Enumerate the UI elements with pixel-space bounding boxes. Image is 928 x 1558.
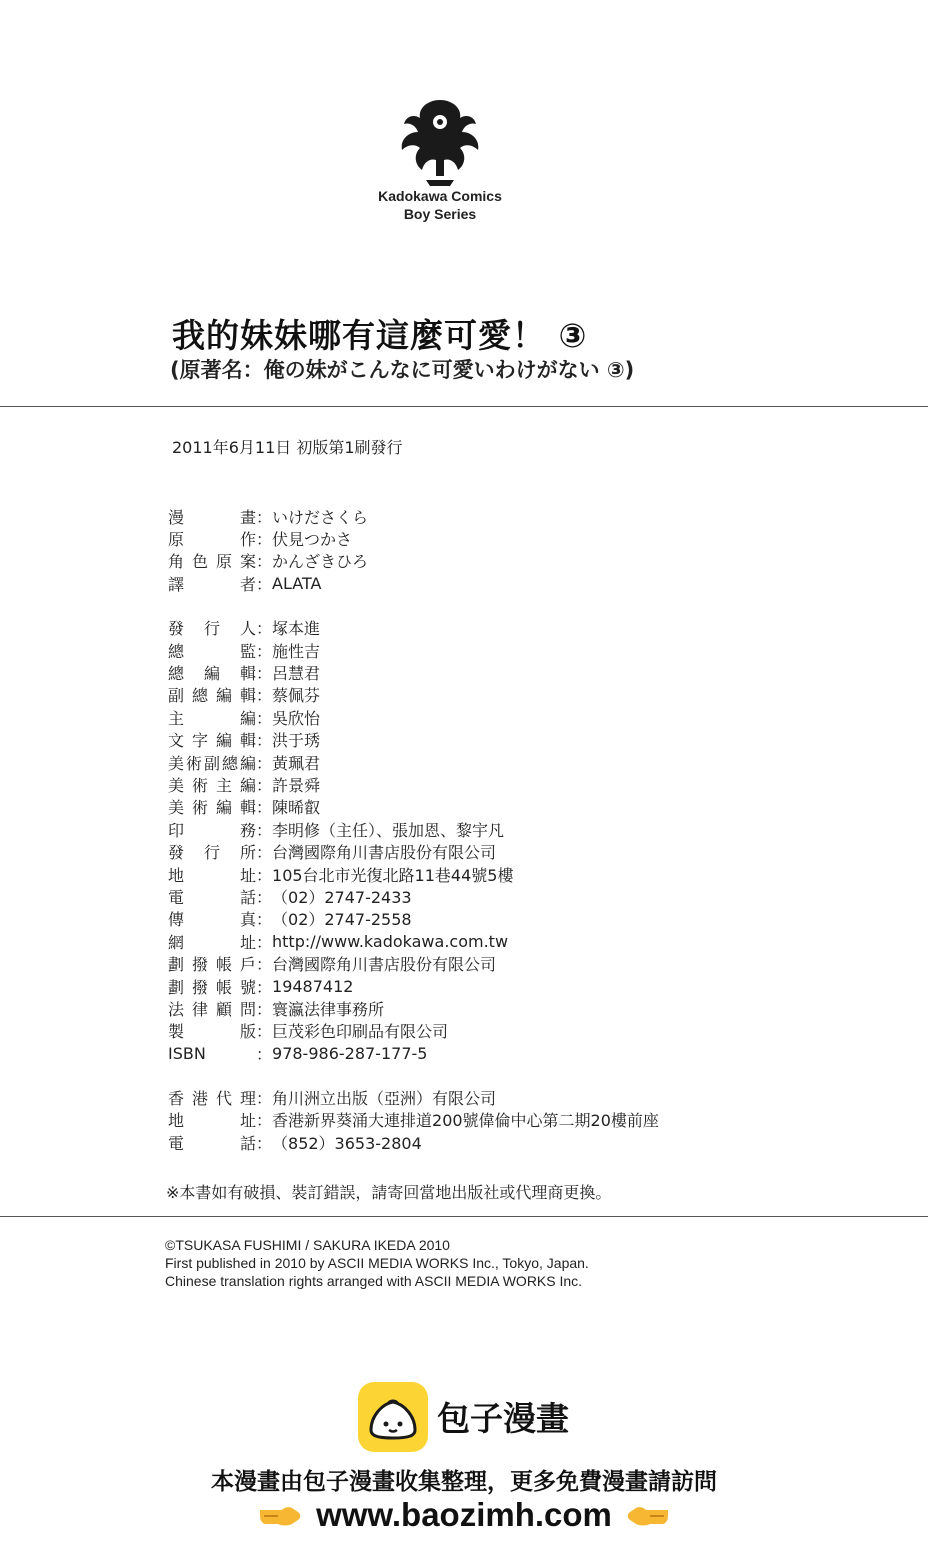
credit-value: （02）2747-2558 [272, 910, 412, 930]
credit-label: 譯者 [168, 574, 256, 594]
phoenix-logo-icon [390, 92, 490, 192]
credit-row: 地址 ： 105台北市光復北路11巷44號5樓 [168, 863, 659, 885]
pointing-left-hand-icon [626, 1500, 670, 1530]
credit-row: 美術編輯 ： 陳晞叡 [168, 796, 659, 818]
credit-row: 電話 ： （02）2747-2433 [168, 885, 659, 907]
divider-bottom [0, 1216, 928, 1217]
credit-row: 網址 ： http://www.kadokawa.com.tw [168, 931, 509, 952]
credit-value: 角川洲立出版（亞洲）有限公司 [272, 1089, 497, 1109]
credit-value: 台灣國際角川書店股份有限公司 [272, 843, 497, 863]
credit-row: 角色原案 ： かんざきひろ [168, 550, 659, 572]
credit-row: 製版 ： 巨茂彩色印刷品有限公司 [168, 1020, 659, 1042]
credit-row: 副總編輯 ： 蔡佩芬 [168, 684, 659, 706]
credit-row: 地址 ： 香港新界葵涌大連排道200號偉倫中心第二期20樓前座 [168, 1109, 659, 1131]
credit-row: 總編輯 ： 呂慧君 [168, 661, 659, 683]
credit-row: 漫畫 ： いけださくら [168, 505, 659, 527]
credit-label: 網址 [168, 932, 256, 952]
credit-label: ISBN [168, 1043, 206, 1063]
credit-value: （852）3653-2804 [272, 1133, 422, 1153]
credit-label: 副總編輯 [168, 686, 256, 706]
promo-message: 本漫畫由包子漫畫收集整理，更多免費漫畫請訪問 [211, 1469, 717, 1495]
credit-label: 印務 [168, 820, 256, 840]
copyright-line: First published in 2010 by ASCII MEDIA WORKS Inc., Tokyo, Japan. [165, 1255, 589, 1271]
baozi-logo-icon [358, 1382, 428, 1452]
promo-url-link[interactable]: www.baozimh.com [316, 1496, 612, 1533]
original-title: (原著名：俺の妹がこんなに可愛いわけがない ③) [170, 358, 635, 382]
credit-label: 地址 [168, 865, 256, 885]
credit-row: 法律顧問 ： 寰瀛法律事務所 [168, 997, 659, 1019]
credit-label: 發行所 [168, 843, 256, 863]
credit-row: 文字編輯 ： 洪于琇 [168, 729, 659, 751]
credit-value: 台灣國際角川書店股份有限公司 [272, 955, 497, 975]
credit-row: 發行人 ： 塚本進 [168, 617, 659, 639]
credit-row: 電話 ： （852）3653-2804 [168, 1131, 659, 1153]
credit-row: 美術副總編 ： 黃珮君 [168, 751, 659, 773]
credit-value: 978-986-287-177-5 [272, 1043, 428, 1063]
imprint-line-2: Boy Series [403, 206, 477, 222]
credit-label: 傳真 [168, 910, 256, 930]
credit-value: 黃珮君 [272, 753, 321, 773]
credit-value: ALATA [272, 573, 322, 593]
credit-value: 施性吉 [272, 641, 321, 661]
credit-value: 寰瀛法律事務所 [272, 999, 385, 1019]
credit-label: 美術主編 [168, 776, 256, 795]
promo-brand-name: 包子漫畫 [437, 1399, 569, 1438]
edition-date: 2011年6月11日 初版第1刷發行 [172, 438, 403, 457]
credit-row: 劃撥帳號 ： 19487412 [168, 976, 354, 997]
imprint-line-1: Kadokawa Comics [378, 188, 502, 204]
credit-label: 總編輯 [168, 664, 256, 684]
credit-value: 呂慧君 [272, 664, 321, 684]
credit-label: 劃撥帳戶 [168, 955, 256, 975]
credit-label: 總監 [168, 641, 256, 661]
book-title: 我的妹妹哪有這麼可愛！ ③ [172, 316, 588, 355]
credit-label: 角色原案 [168, 552, 256, 572]
credit-row: 原作 ： 伏見つかさ [168, 527, 659, 549]
credit-label: 香港代理 [168, 1089, 256, 1109]
credit-value: 伏見つかさ [272, 530, 353, 550]
credit-value: 李明修（主任）、張加恩、黎宇凡 [272, 820, 505, 840]
copyright-line: ©TSUKASA FUSHIMI / SAKURA IKEDA 2010 [165, 1237, 450, 1253]
credit-value: 塚本進 [272, 619, 321, 639]
credit-row: 譯者 ： ALATA [168, 573, 322, 594]
credit-row: 發行所 ： 台灣國際角川書店股份有限公司 [168, 840, 659, 862]
credit-label: 電話 [168, 887, 256, 907]
credit-value: 吳欣怡 [272, 708, 321, 728]
credit-value: かんざきひろ [272, 552, 369, 572]
credits-block [168, 505, 659, 1154]
divider-top [0, 406, 928, 407]
credit-value: いけださくら [272, 507, 369, 527]
credit-value: 蔡佩芬 [272, 686, 321, 706]
credit-row: 劃撥帳戶 ： 台灣國際角川書店股份有限公司 [168, 952, 659, 974]
credit-value: 陳晞叡 [272, 798, 321, 818]
credit-row: ISBN ： 978-986-287-177-5 [168, 1043, 428, 1064]
credit-label: 文字編輯 [168, 731, 256, 751]
credit-label: 劃撥帳號 [168, 977, 256, 997]
credit-row: 總監 ： 施性吉 [168, 639, 659, 661]
credit-label: 地址 [168, 1111, 256, 1131]
credit-label: 發行人 [168, 619, 256, 639]
damage-notice: ※本書如有破損、裝訂錯誤，請寄回當地出版社或代理商更換。 [166, 1183, 612, 1202]
credit-value: （02）2747-2433 [272, 887, 412, 907]
credit-value: 105台北市光復北路11巷44號5樓 [272, 865, 514, 885]
credit-label: 美術副總編 [168, 753, 256, 773]
credit-row: 香港代理 ： 角川洲立出版（亞洲）有限公司 [168, 1086, 659, 1108]
credit-value: 19487412 [272, 976, 354, 996]
credit-value: http://www.kadokawa.com.tw [272, 931, 509, 951]
credit-value: 洪于琇 [272, 731, 321, 751]
copyright-line: Chinese translation rights arranged with ASCII MEDIA WORKS Inc. [165, 1273, 583, 1289]
copyright-block [165, 1236, 589, 1290]
credit-row: 主編 ： 吳欣怡 [168, 706, 659, 728]
credit-value: 許景舜 [272, 776, 321, 795]
credit-label: 原作 [168, 530, 256, 550]
credit-value: 香港新界葵涌大連排道200號偉倫中心第二期20樓前座 [272, 1111, 659, 1131]
promo-url-row [0, 1496, 928, 1534]
pointing-right-hand-icon [258, 1500, 302, 1530]
credit-row: 印務 ： 李明修（主任）、張加恩、黎宇凡 [168, 818, 659, 840]
credit-label: 製版 [168, 1022, 256, 1042]
credit-label: 法律顧問 [168, 999, 256, 1019]
credit-row: 傳真 ： （02）2747-2558 [168, 908, 659, 930]
credit-label: 主編 [168, 708, 256, 728]
credit-label: 電話 [168, 1133, 256, 1153]
credit-value: 巨茂彩色印刷品有限公司 [272, 1022, 449, 1042]
credit-label: 美術編輯 [168, 798, 256, 818]
credit-label: 漫畫 [168, 507, 256, 527]
credit-row: 美術主編 ： 許景舜 [168, 773, 659, 795]
